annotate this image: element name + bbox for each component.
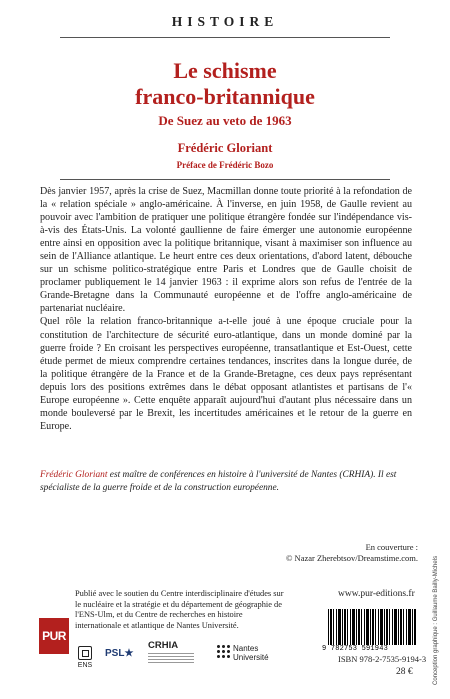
preface-credit: Préface de Frédéric Bozo [176, 160, 274, 170]
series-label: HISTOIRE [171, 14, 279, 29]
crhia-label: CRHIA [148, 640, 179, 651]
ens-label: ENS [77, 662, 93, 669]
book-title-line1: Le schisme [173, 58, 277, 83]
book-subtitle: De Suez au veto de 1963 [158, 113, 292, 128]
publisher-website: www.pur-editions.fr [338, 589, 415, 599]
author-bio [40, 469, 412, 495]
title-divider [60, 179, 390, 180]
cover-photo-credit: © Nazar Zherebtsov/Dreamstime.com. [285, 552, 418, 563]
ens-mark-icon [78, 646, 92, 660]
barcode-digits: 9 782753 591943 [322, 645, 389, 653]
price: 28 € [396, 667, 413, 677]
summary-paragraph-2: Quel rôle la relation franco-britannique a-t-elle joué à une époque cruciale pour la constitution de l'architecture de sécurité euro-atlantique, dans un monde dominé par la guerre froide ? En croisant les perspectives européenne, transatlantique et Est-Ouest, cette étude permet de mieux comprendre certaines tendances, inscrites dans la longue durée, de la politique étrangère de la France et de la Grande-Bretagne, ces deux pays représentant depuis lors des positions extrêmes dans le débat opposant atlantistes et partisans de l'« Europe européenne ». Cette enquête apparaît aujourd'hui d'autant plus nécessaire dans un monde bouleversé par le Brexit, les incertitudes américaines et le retour de la guerre en Europe. [40, 316, 412, 432]
nantes-universite-logo [216, 644, 269, 662]
barcode-bars-icon [328, 609, 416, 645]
top-divider [60, 37, 390, 38]
design-credit [433, 520, 443, 685]
barcode [322, 609, 416, 652]
summary-paragraph-1: Dès janvier 1957, après la crise de Suez, Macmillan donne toute priorité à la refondation de la « relation spéciale » anglo-américaine. À l'inverse, en juin 1958, de Gaulle revient au pouvoir avec l'ambition de pratiquer une politique étrangère fondée sur l'indépendance vis-à-vis des États-Unis. La volonté gaullienne de faire émerger une autonomie européenne entre ainsi en opposition avec la politique britannique, visant à maximiser son influence au sein de l'Alliance atlantique. Le heurt entre ces deux orientations, d'abord latent, débouche sur un schisme politico-stratégique entre Paris et Londres que de Gaulle choisit de proclamer publiquement le 14 janvier 1963 : il exprime alors son refus de l'entrée de la Grande-Bretagne dans la Communauté européenne et de l'offre anglo-américaine de partenariat nucléaire. [40, 186, 412, 315]
nantes-dots-icon [216, 644, 230, 660]
partner-logos [75, 640, 295, 680]
bio-text: est maître de conférences en histoire à l'université de Nantes (CRHIA). Il est spécialiste de la guerre froide et de la construction européenne. [40, 470, 397, 493]
crhia-subtitle-lines [148, 653, 194, 663]
cover-credit-block [258, 542, 418, 563]
nantes-label-2: Université [233, 653, 269, 662]
support-statement: Publié avec le soutien du Centre interdisciplinaire d'études sur le nucléaire et la stratégie et du département de géographie de l'ENS-Ulm, et du Centre de recherches en histoire internationale et atlantique de Nantes Université. [75, 589, 284, 630]
book-title-line2: franco-britannique [135, 84, 315, 109]
crhia-logo [148, 640, 194, 663]
back-cover-text [40, 185, 412, 433]
cover-label: En couverture : [365, 542, 418, 552]
bio-author-name: Frédéric Gloriant [40, 470, 108, 480]
isbn: ISBN 978-2-7535-9194-3 [338, 654, 427, 664]
psl-logo: PSL★ [105, 648, 134, 659]
nantes-label-1: Nantes [233, 644, 259, 653]
pur-logo: PUR [39, 618, 69, 654]
author-name: Frédéric Gloriant [177, 141, 273, 155]
design-credit-text: Conception graphique : Guillaume Bailly-Michels [433, 555, 439, 685]
ens-logo [75, 646, 95, 669]
